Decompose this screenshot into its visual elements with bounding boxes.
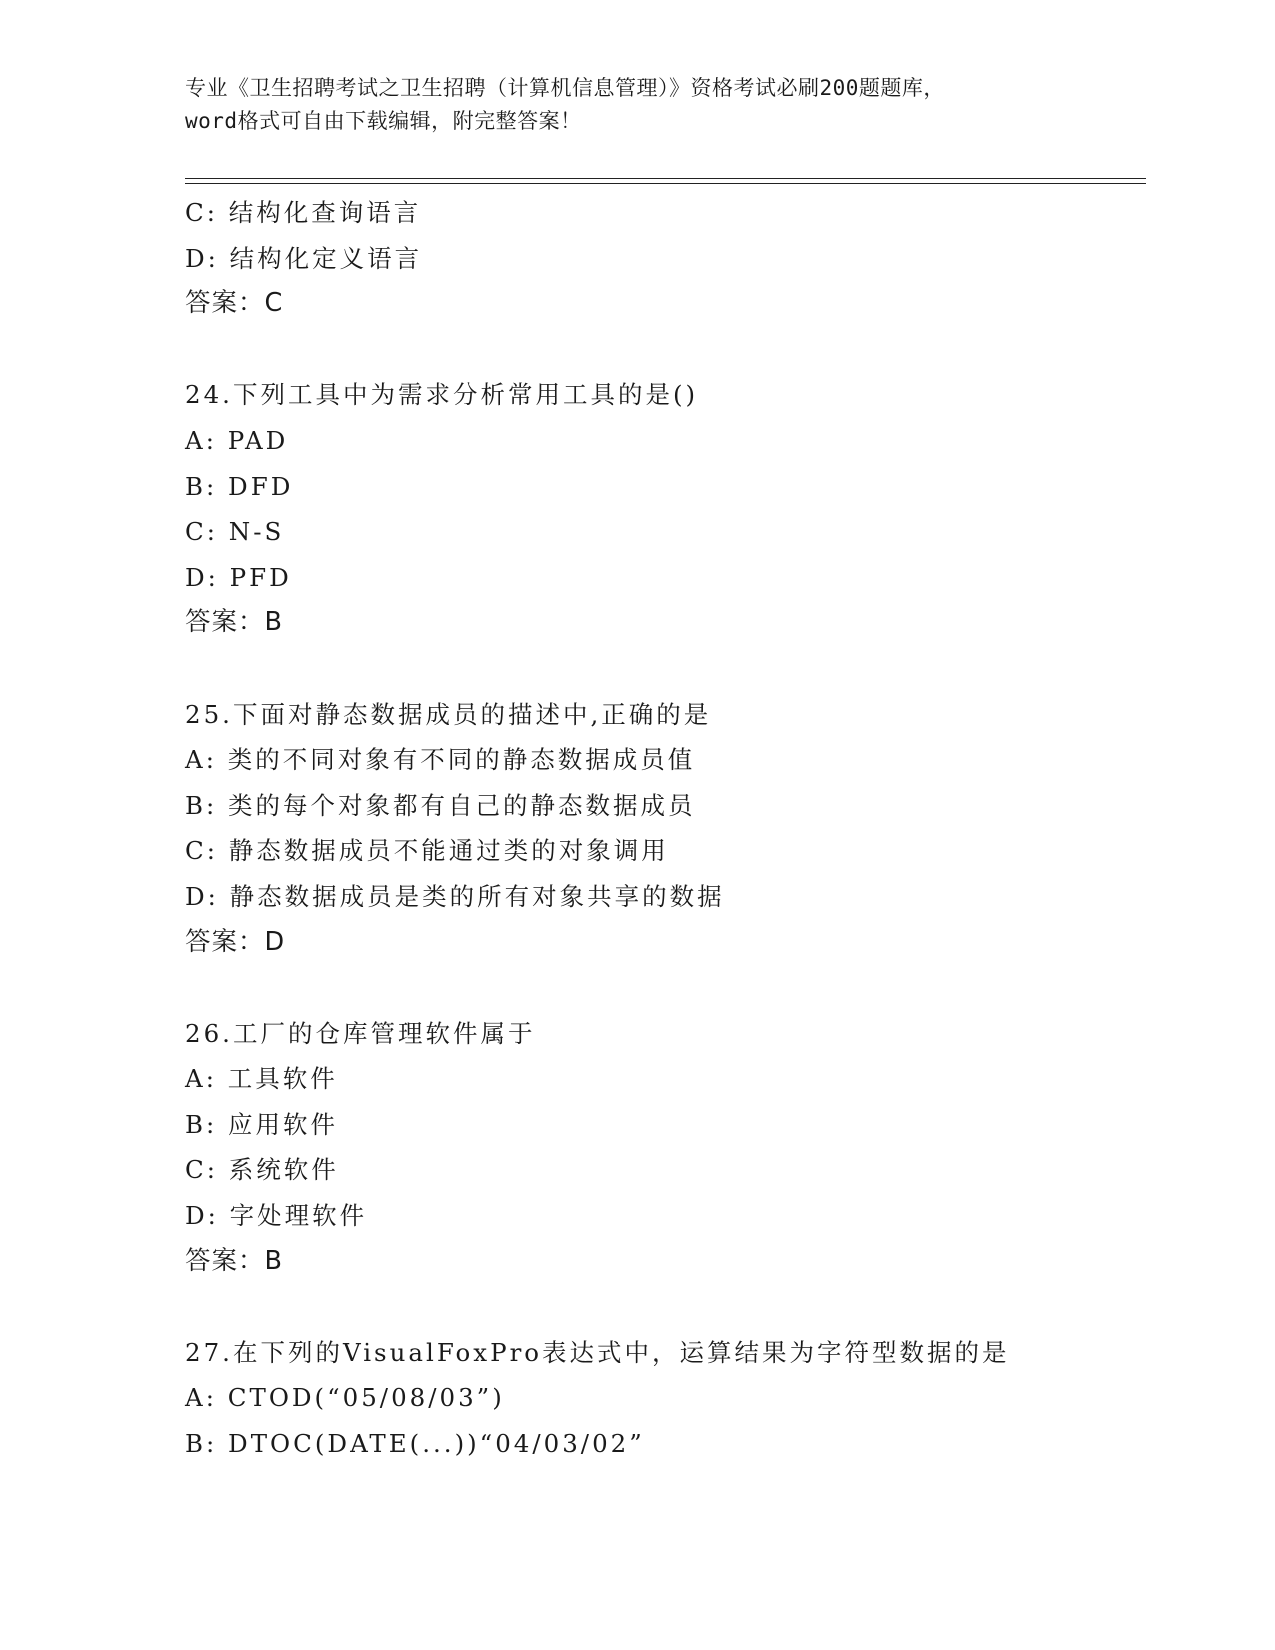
spacer (185, 1284, 1145, 1330)
spacer (185, 646, 1145, 692)
option-d: D: 结构化定义语言 (185, 243, 423, 273)
document-header (185, 72, 1085, 138)
spacer (185, 965, 1145, 1011)
option-b: B: 类的每个对象都有自己的静态数据成员 (185, 790, 696, 820)
header-divider-top (185, 178, 1146, 179)
option-c: C: 结构化查询语言 (185, 198, 422, 227)
option-d: D: 静态数据成员是类的所有对象共享的数据 (185, 881, 725, 911)
option-b: B: 应用软件 (185, 1109, 339, 1139)
answer-line: 答案：B (185, 1245, 283, 1276)
question-stem: 24.下列工具中为需求分析常用工具的是() (185, 380, 699, 410)
option-d: D: 字处理软件 (185, 1201, 368, 1231)
header-divider-bottom (185, 183, 1146, 184)
answer-line: 答案：D (185, 926, 286, 957)
header-line-1: 专业《卫生招聘考试之卫生招聘（计算机信息管理）》资格考试必刷200题题库， (185, 76, 945, 100)
option-a: A: 类的不同对象有不同的静态数据成员值 (185, 745, 696, 775)
question-stem: 27.在下列的VisualFoxPro表达式中，运算结果为字符型数据的是 (185, 1337, 1010, 1367)
question-block-26 (185, 1011, 1145, 1285)
option-c: C: 静态数据成员不能通过类的对象调用 (185, 836, 669, 866)
option-c: C: N-S (185, 517, 285, 547)
option-b: B: DFD (185, 471, 294, 501)
header-line-2: word格式可自由下载编辑，附完整答案！ (185, 109, 582, 133)
question-stem: 25.下面对静态数据成员的描述中,正确的是 (185, 699, 712, 729)
question-block-23 (185, 190, 1145, 327)
option-d: D: PFD (185, 562, 292, 592)
answer-line: 答案：C (185, 288, 284, 319)
question-list (185, 190, 1145, 1467)
question-block-25 (185, 692, 1145, 966)
answer-line: 答案：B (185, 607, 283, 638)
question-block-27 (185, 1330, 1145, 1467)
option-c: C: 系统软件 (185, 1155, 339, 1185)
spacer (185, 327, 1145, 373)
question-stem: 26.工厂的仓库管理软件属于 (185, 1018, 536, 1048)
question-block-24 (185, 372, 1145, 646)
option-a: A: PAD (185, 425, 289, 455)
option-b: B: DTOC(DATE(...))“04/03/02” (185, 1429, 645, 1459)
option-a: A: CTOD(“05/08/03”) (185, 1383, 505, 1413)
option-a: A: 工具软件 (185, 1064, 338, 1094)
